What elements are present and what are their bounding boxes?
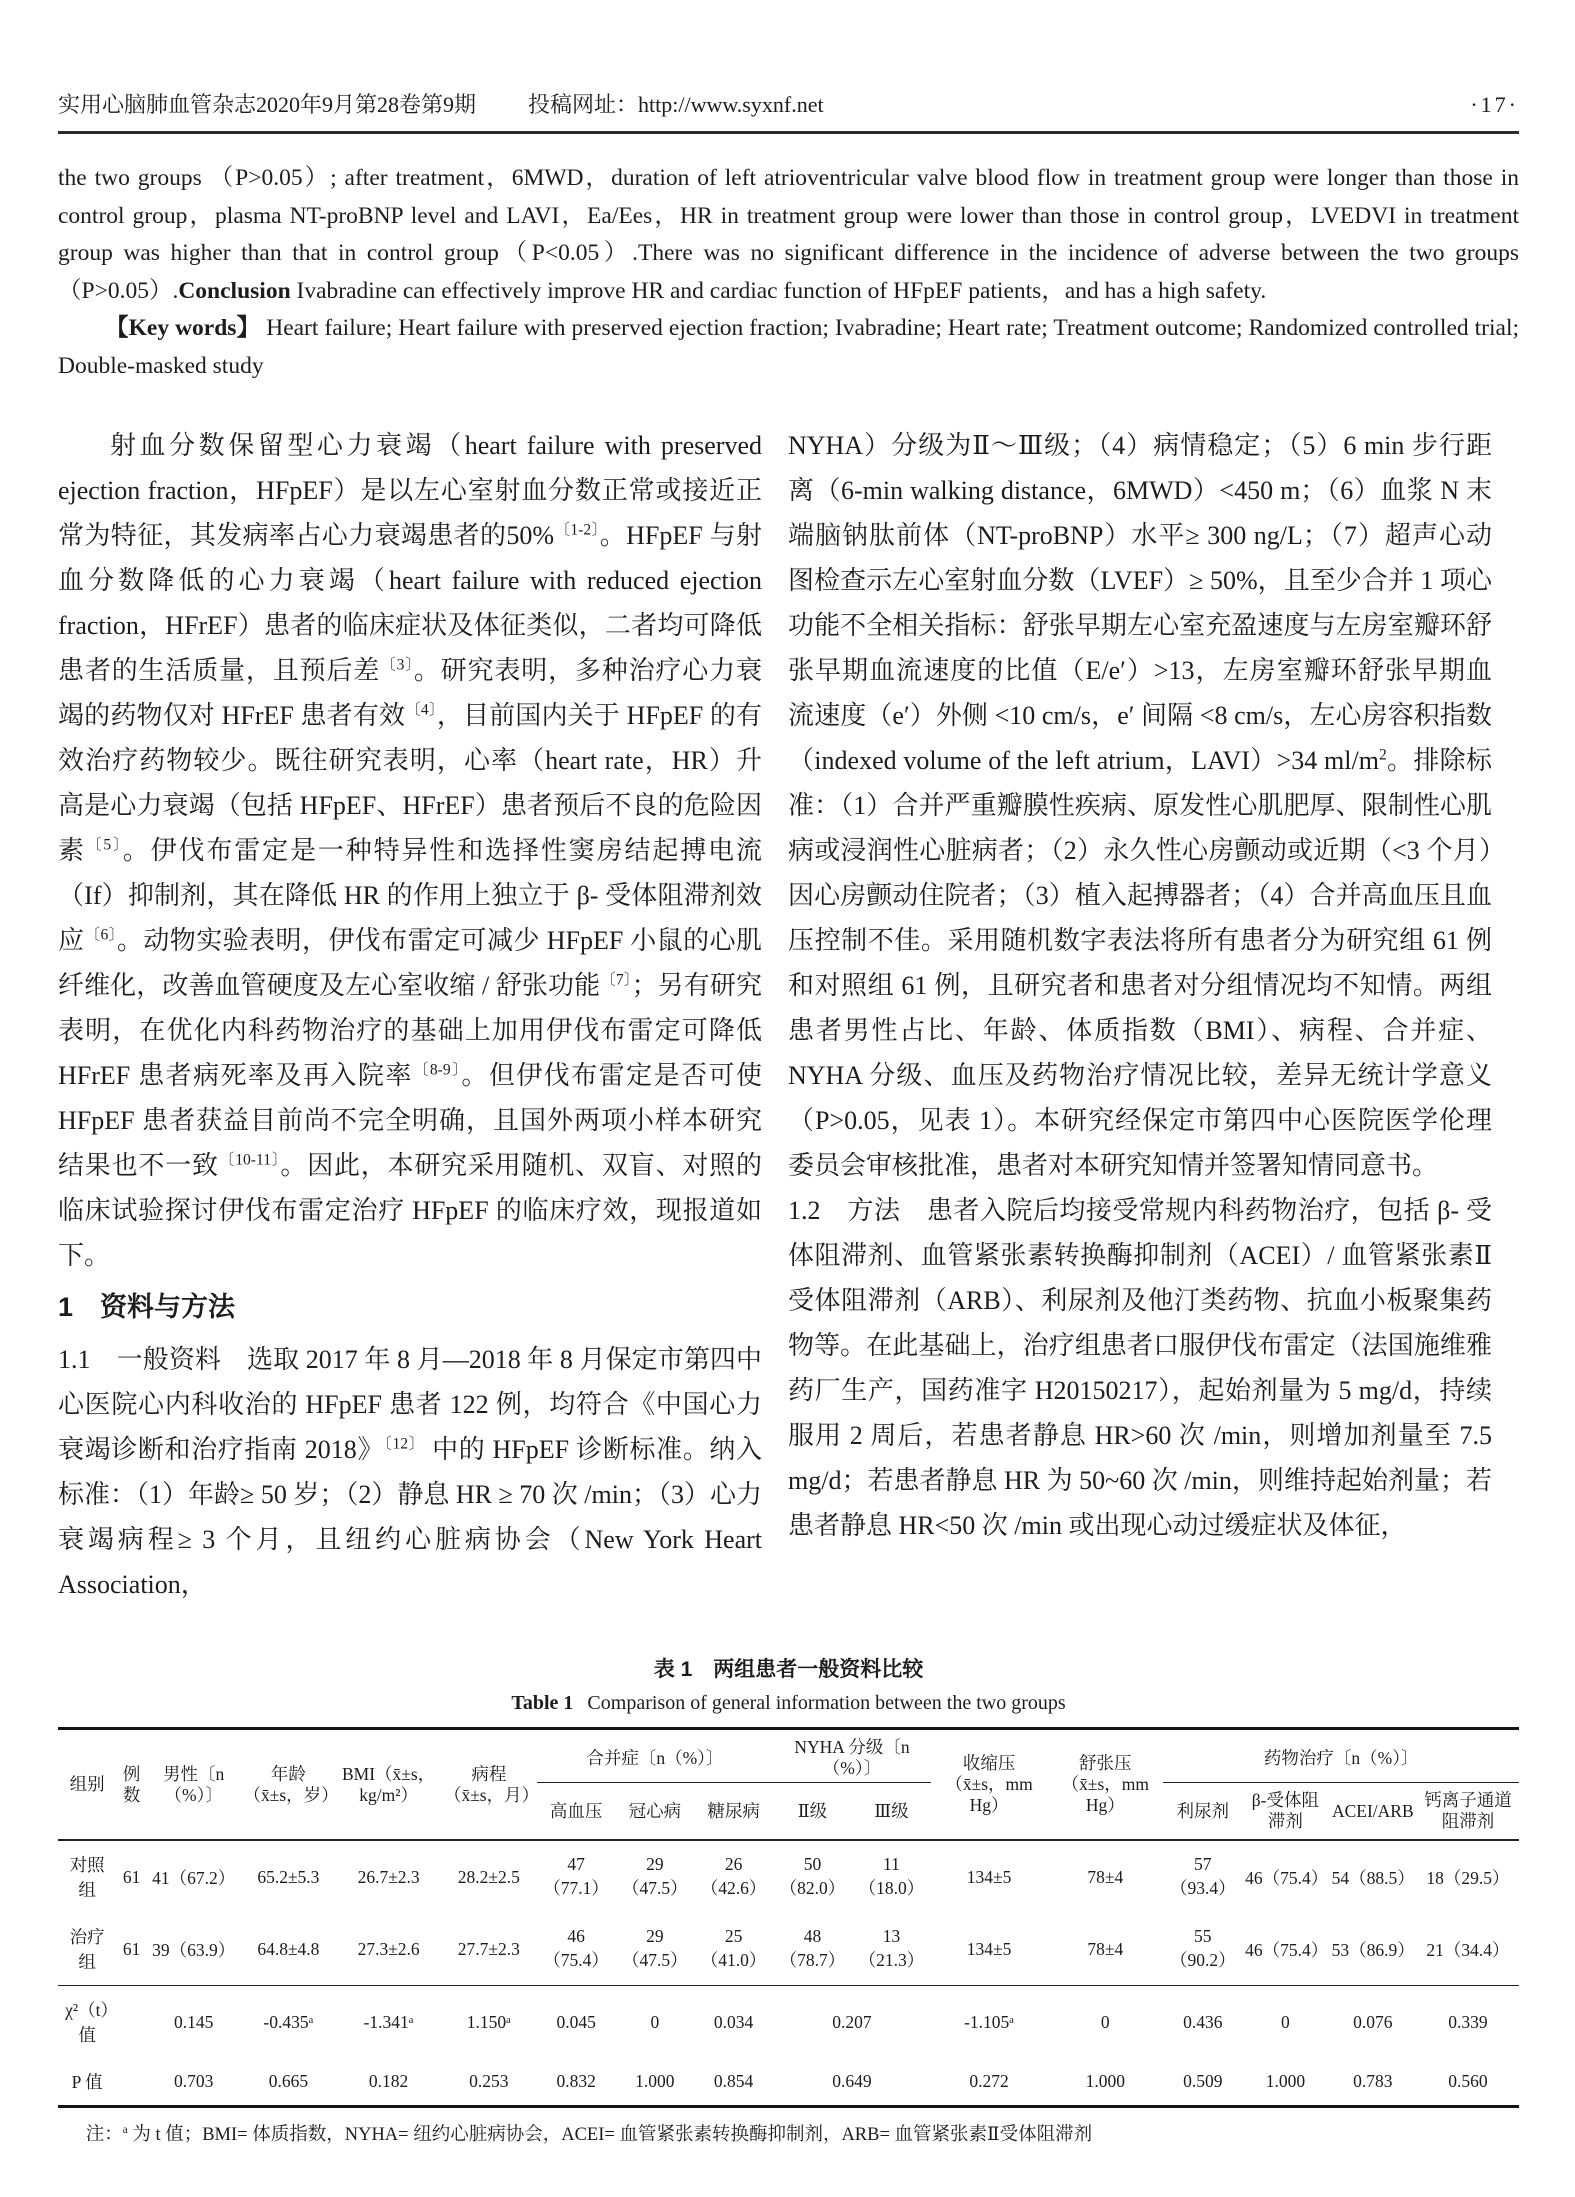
table-cell: 0.649	[773, 2058, 931, 2107]
table-cell: 0	[1281, 2011, 1290, 2032]
table-cell: 48（78.7）	[773, 1913, 852, 1986]
table-cell: 53（86.9）	[1329, 1913, 1417, 1986]
table-cell	[116, 2058, 147, 2107]
table-cell: 对照组	[69, 1855, 105, 1900]
page-number: ·17·	[1470, 92, 1519, 117]
table-cell: 29（47.5）	[622, 1854, 688, 1898]
table-cell: 39（63.9）	[147, 1913, 241, 1986]
table-cell: 0.854	[694, 2058, 773, 2107]
criteria-paragraph: NYHA）分级为Ⅱ～Ⅲ级；（4）病情稳定；（5）6 min 步行距离（6-min walking distance，6MWD）<450 m；（6）血浆 N 末端脑钠肽前体（NT-proBNP）水平≥ 300 ng/L；（7）超声心动图检查示左心室射血分数（LVEF）≥ 50%，且至少合并 1 项心功能不全相关指标：舒张早期左心室充盈速度与左房室瓣环舒张早期血流速度的比值（E/e′）>13，左房室瓣环舒张早期血流速度（e′）外侧 <10 cm/s，e′ 间隔 <8 cm/s，左心房容积指数（indexed volume of the left atrium，LAVI）>34 $ml/m^2$。排除标准：（1）合并严重瓣膜性疾病、原发性心肌肥厚、限制性心肌病或浸润性心脏病者；（2）永久性心房颤动或近期（<3 个月）因心房颤动住院者；（3）植入起搏器者；（4）合并高血压且血压控制不佳。采用随机数字表法将所有患者分为研究组 61 例和对照组 61 例，且研究者和患者对分组情况均不知情。两组患者男性占比、年龄、体质指数（BMI）、病程、合并症、NYHA 分级、血压及药物治疗情况比较，差异无统计学意义（P>0.05，见表 1）。本研究经保定市第四中心医院医学伦理委员会审核批准，患者对本研究知情并签署知情同意书。	[788, 431, 1492, 1180]
table-cell: 18（29.5）	[1426, 1867, 1510, 1888]
table-cell: 54（88.5）	[1331, 1867, 1415, 1888]
col-header-ccb: 钙离子通道阻滞剂	[1417, 1783, 1519, 1841]
table-cell: 55（90.2）	[1163, 1913, 1242, 1986]
table-cell: 0.272	[931, 2058, 1047, 2107]
table-cell: -0.435ᵃ	[263, 2011, 314, 2032]
table-note: 注：$^a$ 为 t 值；BMI= 体质指数，NYHA= 纽约心脏病协会，ACEI= 血管紧张素转换酶抑制剂，ARB= 血管紧张素Ⅱ受体阻滞剂	[85, 2123, 1093, 2145]
col-header-n: 例数	[116, 1729, 147, 1841]
table-header	[58, 1729, 1519, 1841]
table-row-p-value	[58, 2058, 1519, 2107]
table-cell: 46（75.4）	[1242, 1913, 1329, 1986]
table-cell: 46（75.4）	[537, 1913, 616, 1986]
right-column	[788, 423, 1492, 1607]
table-cell: 0.076	[1353, 2011, 1393, 2032]
table-cell: 1.000	[1047, 2058, 1163, 2107]
intro-paragraph: 射血分数保留型心力衰竭（heart failure with preserved ejection fraction，HFpEF）是以左心室射血分数正常或接近正常为特征，其发病率占心力衰竭患者的50%$^{〔1-2〕}$。HFpEF 与射血分数降低的心力衰竭（heart failure with reduced ejection fraction，HFrEF）患者的临床症状及体征类似，二者均可降低患者的生活质量，且预后差$^{〔3〕}$。研究表明，多种治疗心力衰竭的药物仅对 HFrEF 患者有效$^{〔4〕}$，目前国内关于 HFpEF 的有效治疗药物较少。既往研究表明，心率（heart rate，HR）升高是心力衰竭（包括 HFpEF、HFrEF）患者预后不良的危险因素$^{〔5〕}$。伊伐布雷定是一种特异性和选择性窦房结起搏电流（If）抑制剂，其在降低 HR 的作用上独立于 β- 受体阻滞剂效应$^{〔6〕}$。动物实验表明，伊伐布雷定可减少 HFpEF 小鼠的心肌纤维化，改善血管硬度及左心室收缩 / 舒张功能$^{〔7〕}$；另有研究表明，在优化内科药物治疗的基础上加用伊伐布雷定可降低 HFrEF 患者病死率及再入院率$^{〔8-9〕}$。但伊伐布雷定是否可使 HFpEF 患者获益目前尚不完全明确，且国外两项小样本研究结果也不一致$^{〔10-11〕}$。因此，本研究采用随机、双盲、对照的临床试验探讨伊伐布雷定治疗 HFpEF 的临床疗效，现报道如下。	[58, 431, 762, 1270]
table-cell: 1.000	[1242, 2058, 1329, 2107]
table-cell: 61	[116, 1913, 147, 1986]
table-cell: 78±4	[1087, 1866, 1124, 1887]
table-cell: 65.2±5.3	[257, 1866, 320, 1887]
table-cell: 41（67.2）	[152, 1867, 236, 1888]
table-title-zh: 表 1 两组患者一般资料比较	[653, 1658, 924, 1681]
table-cell: χ²（t）值	[65, 2000, 110, 2045]
abstract-paragraph: the two groups （P>0.05）; after treatment，6MWD，duration of left atrioventricular valve blood flow in treatment group were longer than those in control group，plasma NT-proBNP level and LAVI，Ea/Ees，HR in treatment group were lower than those in control group，LVEDVI in treatment group was higher than that in control group（P<0.05）.There was no significant difference in the incidence of adverse between the two groups（P>0.05）.Conclusion Ivabradine can effectively improve HR and cardiac function of HFpEF patients，and has a high safety.	[58, 165, 1519, 304]
col-header-duration: 病程（x̄±s，月）	[441, 1729, 537, 1841]
table-cell: 0.832	[537, 2058, 616, 2107]
table-cell: 25（41.0）	[694, 1913, 773, 1986]
table-cell: -1.105ᵃ	[964, 2011, 1015, 2032]
method-paragraph: 1.2 方法 患者入院后均接受常规内科药物治疗，包括 β- 受体阻滞剂、血管紧张素转换酶抑制剂（ACEI）/ 血管紧张素Ⅱ受体阻滞剂（ARB）、利尿剂及他汀类药物、抗血小板聚集药物等。在此基础上，治疗组患者口服伊伐布雷定（法国施维雅药厂生产，国药准字 H20150217），起始剂量为 5 mg/d，持续服用 2 周后，若患者静息 HR>60 次 /min，则增加剂量至 7.5 mg/d；若患者静息 HR 为 50~60 次 /min，则维持起始剂量；若患者静息 HR<50 次 /min 或出现心动过缓症状及体征，	[788, 1196, 1492, 1540]
table-cell: 治疗组	[58, 1913, 116, 1986]
table-cell: 134±5	[931, 1913, 1047, 1986]
table-cell: 50（82.0）	[779, 1854, 846, 1898]
col-header-chd: 冠心病	[616, 1783, 695, 1841]
table-cell: 47（77.1）	[543, 1854, 609, 1898]
col-header-bmi: BMI（x̄±s，kg/m²）	[336, 1729, 441, 1841]
table-1-section	[58, 1653, 1519, 2146]
col-header-medication: 药物治疗〔n（%）〕	[1163, 1729, 1519, 1783]
col-header-nyha: NYHA 分级〔n（%）〕	[773, 1729, 931, 1783]
col-header-acei-arb: ACEI/ARB	[1329, 1783, 1417, 1841]
table-cell: 0	[1100, 2011, 1110, 2032]
table-row-chi-square	[58, 1986, 1519, 2059]
table-title-en-text: Comparison of general information between the two groups	[587, 1692, 1066, 1714]
col-header-age: 年龄（x̄±s，岁）	[240, 1729, 336, 1841]
col-header-comorbidity: 合并症〔n（%）〕	[537, 1729, 773, 1783]
col-header-hypertension: 高血压	[537, 1783, 616, 1841]
table-cell: 28.2±2.5	[457, 1866, 520, 1887]
table-row-control	[58, 1840, 1519, 1913]
col-header-beta-blocker: β-受体阻滞剂	[1242, 1783, 1329, 1841]
table-header-row-1	[58, 1729, 1519, 1783]
table-cell: 0.034	[713, 2011, 754, 2032]
table-cell: 0.339	[1448, 2011, 1488, 2032]
journal-title: 实用心脑肺血管杂志2020年9月第28卷第9期	[58, 92, 477, 117]
table-cell: 27.3±2.6	[336, 1913, 441, 1986]
col-header-nyha-iii: Ⅲ级	[852, 1783, 931, 1841]
table-cell: 27.7±2.3	[441, 1913, 537, 1986]
table-cell: 13（21.3）	[852, 1913, 931, 1986]
table-cell: 0	[650, 2011, 660, 2032]
col-header-group: 组别	[58, 1729, 116, 1841]
table-cell: 0.145	[173, 2011, 214, 2032]
table-cell: 11（18.0）	[858, 1854, 925, 1898]
left-column	[58, 423, 762, 1607]
table-cell: 0.253	[441, 2058, 537, 2107]
table-cell: 26（42.6）	[700, 1854, 767, 1898]
table-cell: 0.783	[1329, 2058, 1417, 2107]
table-cell: 0.703	[147, 2058, 241, 2107]
table-number-label: Table 1	[511, 1692, 574, 1714]
submission-url: 投稿网址：http://www.syxnf.net	[528, 92, 824, 117]
article-body	[58, 423, 1519, 1607]
table-cell: 0.509	[1163, 2058, 1242, 2107]
table-cell: 0.182	[336, 2058, 441, 2107]
table-cell: 134±5	[966, 1866, 1012, 1887]
table-cell: 26.7±2.3	[357, 1866, 420, 1887]
table-cell: 64.8±4.8	[240, 1913, 336, 1986]
table-row-treatment	[58, 1913, 1519, 1986]
keywords-paragraph: 【Key words】 Heart failure; Heart failure with preserved ejection fraction; Ivabradine; Heart rate; Treatment outcome; Randomized controlled trial; Double-masked study	[58, 315, 1520, 379]
table-cell: P 值	[58, 2058, 116, 2107]
table-cell: 1.150ᵃ	[466, 2011, 511, 2032]
table-cell: 46（75.4）	[1245, 1867, 1329, 1888]
running-head	[58, 88, 1519, 134]
table-cell: 29（47.5）	[616, 1913, 695, 1986]
table-cell: 0.436	[1183, 2011, 1223, 2032]
col-header-sbp: 收缩压（x̄±s，mm Hg）	[931, 1729, 1047, 1841]
table-cell: -1.341ᵃ	[363, 2011, 414, 2032]
col-header-nyha-ii: Ⅱ级	[773, 1783, 852, 1841]
table-cell: 1.000	[616, 2058, 695, 2107]
table-cell	[116, 1986, 147, 2059]
table-cell: 0.207	[832, 2011, 872, 2032]
table-cell: 61	[122, 1866, 141, 1887]
table-cell: 0.560	[1417, 2058, 1519, 2107]
col-header-diuretic: 利尿剂	[1163, 1783, 1242, 1841]
general-data-paragraph: 1.1 一般资料 选取 2017 年 8 月—2018 年 8 月保定市第四中心医院心内科收治的 HFpEF 患者 122 例，均符合《中国心力衰竭诊断和治疗指南 2018》$^{〔12〕}$ 中的 HFpEF 诊断标准。纳入标准：（1）年龄≥ 50 岁；（2）静息 HR ≥ 70 次 /min；（3）心力衰竭病程≥ 3 个月，且纽约心脏病协会（New York Heart Association，	[58, 1345, 762, 1599]
col-header-diabetes: 糖尿病	[694, 1783, 773, 1841]
table-cell: 0.665	[240, 2058, 336, 2107]
abstract-section	[58, 160, 1519, 385]
general-info-table	[58, 1727, 1519, 2108]
table-cell: 57（93.4）	[1169, 1854, 1236, 1898]
table-cell: 0.045	[556, 2011, 596, 2032]
table-cell: 78±4	[1047, 1913, 1163, 1986]
table-cell: 21（34.4）	[1417, 1913, 1519, 1986]
section-heading-methods: 1 资料与方法	[58, 1292, 236, 1322]
col-header-dbp: 舒张压（x̄±s，mm Hg）	[1047, 1729, 1163, 1841]
table-title-en	[58, 1692, 1519, 1715]
col-header-male: 男性〔n（%）〕	[147, 1729, 241, 1841]
